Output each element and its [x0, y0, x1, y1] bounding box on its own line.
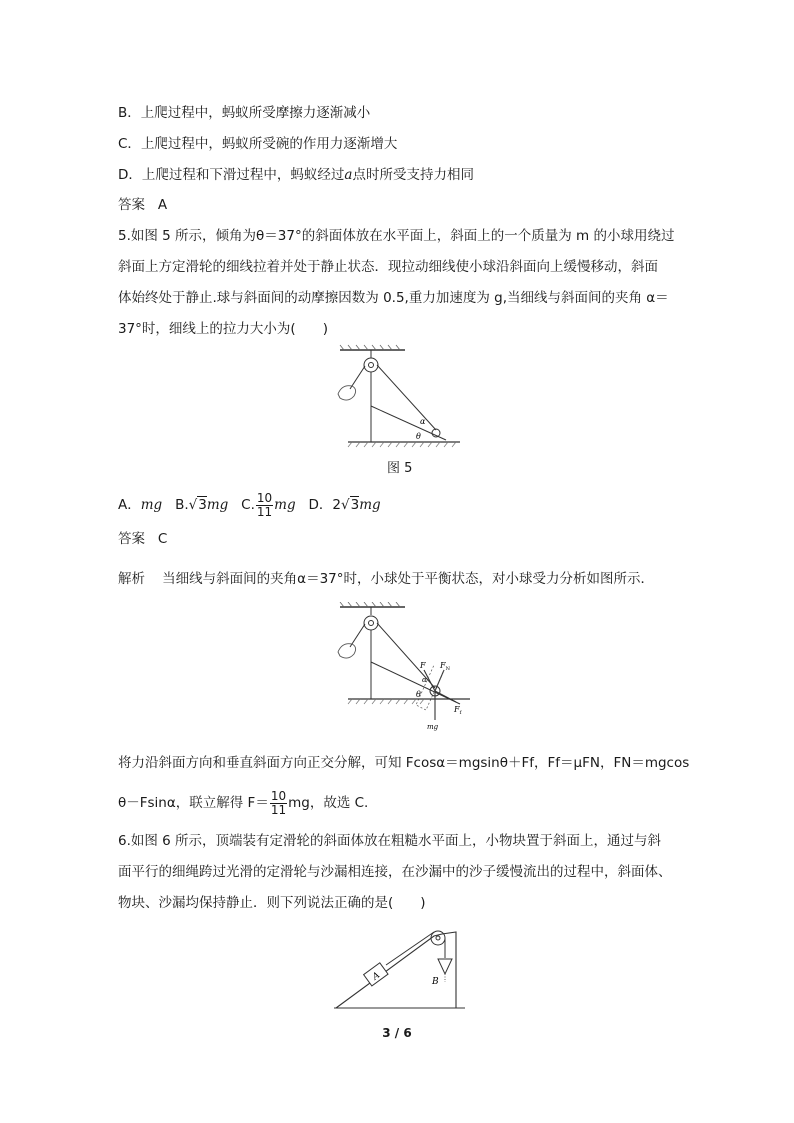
option-c: C．上爬过程中，蚂蚁所受碗的作用力逐渐增大	[118, 136, 398, 152]
q6-line-3: 物块、沙漏均保持静止．则下列说法正确的是( )	[118, 895, 426, 911]
q5-line-1: 5.如图 5 所示，倾角为θ＝37°的斜面体放在水平面上，斜面上的一个质量为 m 的小球用绕过	[118, 228, 675, 244]
page-number: 3 / 6	[382, 1026, 412, 1040]
force-theta-label: θ	[416, 690, 421, 699]
q5-decomp-line-1: 将力沿斜面方向和垂直斜面方向正交分解，可知 Fcosα＝mgsinθ＋Ff，Ff＝μFN，FN＝mgcos	[118, 755, 690, 771]
block-a	[364, 963, 388, 986]
q5-analysis: 解析 当细线与斜面间的夹角α＝37°时，小球处于平衡状态，对小球受力分析如图所示．	[118, 571, 654, 587]
q6-line-1: 6.如图 6 所示，顶端装有定滑轮的斜面体放在粗糙水平面上，小物块置于斜面上，通过与斜	[118, 833, 662, 849]
q5-line-4: 37°时，细线上的拉力大小为( )	[118, 321, 328, 337]
q5-options: A．mg B.√3mg C. $\frac{10}{11}$ mg D．2√3mg	[118, 490, 381, 519]
force-f-label: F	[420, 661, 426, 670]
option-d: D．上爬过程和下滑过程中，蚂蚁经过a点时所受支持力相同	[118, 167, 474, 183]
fig5-theta: θ	[416, 432, 421, 441]
q5-answer: 答案 C	[118, 531, 168, 547]
q5-decomp-line-2: θ－Fsinα，联立解得 F＝ $\frac{10}{11}$ mg，故选 C.	[118, 788, 369, 817]
figure-6	[330, 918, 470, 1010]
fig5-alpha: α	[420, 417, 426, 426]
q5-line-3: 体始终处于静止.球与斜面间的动摩擦因数为 0.5,重力加速度为 g,当细线与斜面间的夹角 α＝	[118, 290, 669, 306]
option-b: B．上爬过程中，蚂蚁所受摩擦力逐渐减小	[118, 105, 371, 121]
force-alpha-label: α	[422, 676, 427, 684]
force-mg-label: mg	[427, 723, 439, 731]
force-fn-label: $F_N$	[440, 661, 450, 672]
force-diagram	[330, 602, 480, 742]
svg-text:A: A	[370, 970, 382, 983]
figure-5	[330, 344, 470, 450]
q6-line-2: 面平行的细绳跨过光滑的定滑轮与沙漏相连接，在沙漏中的沙子缓慢流出的过程中，斜面体、	[118, 864, 672, 880]
figure-5-caption: 图 5	[387, 461, 413, 476]
q5-line-2: 斜面上方定滑轮的细线拉着并处于静止状态．现拉动细线使小球沿斜面向上缓慢移动，斜面	[118, 259, 658, 275]
force-ff-label: $F_f$	[454, 705, 462, 716]
answer-prev: 答案 A	[118, 197, 168, 213]
sand-funnel-b-label: B	[432, 977, 439, 987]
